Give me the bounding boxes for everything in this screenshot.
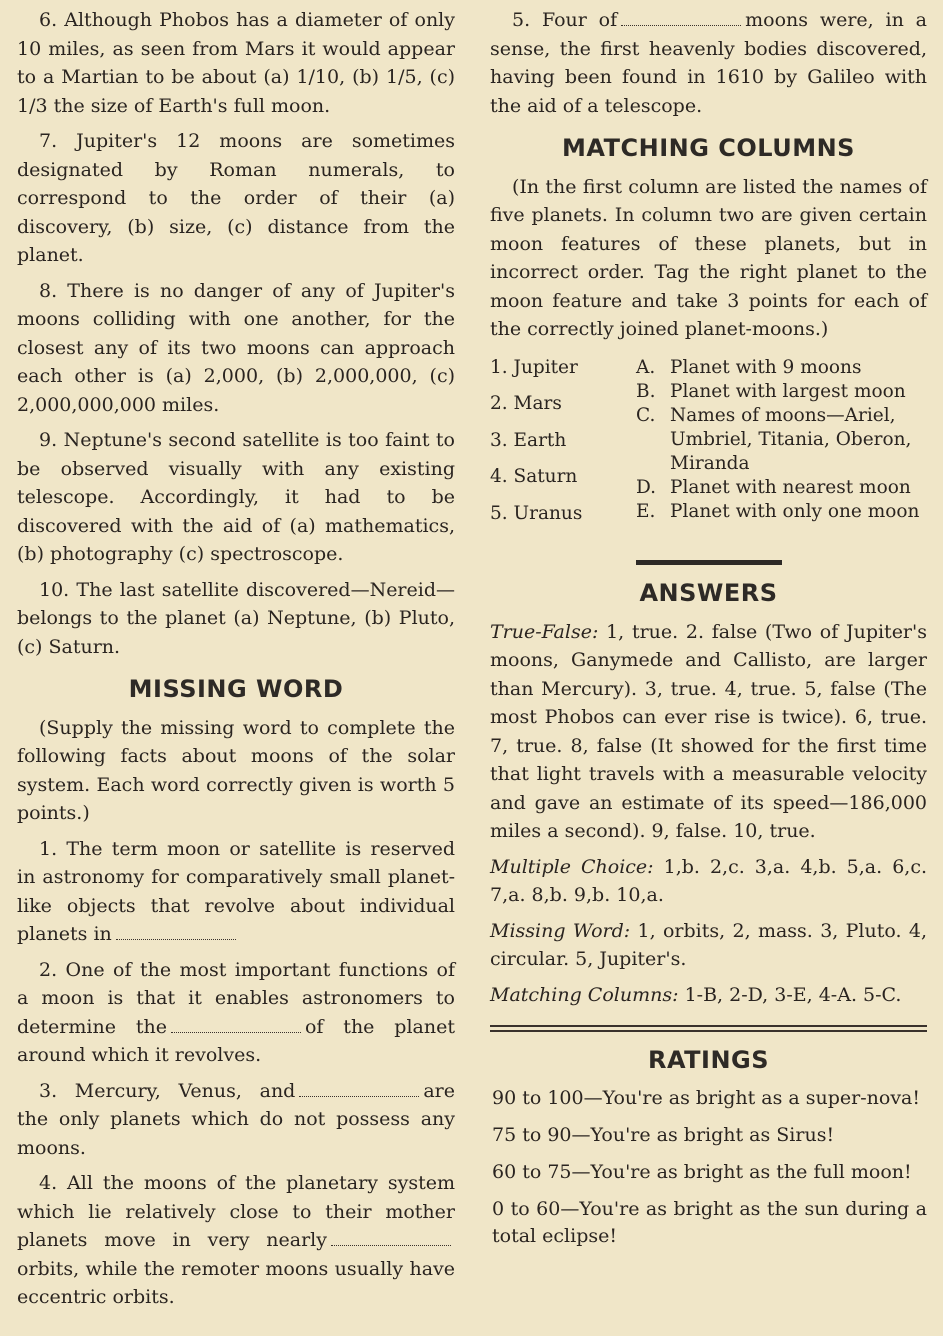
answers-label: True-False: [490, 620, 599, 643]
feature-item [636, 500, 927, 524]
feature-letter: B. [636, 380, 656, 402]
missing-word-4-text-a: 4. All the moons of the planetary system which lie relatively close to their mother planets move in very nearly [17, 1172, 455, 1251]
feature-text: Planet with largest moon [670, 380, 906, 402]
answers-text: 1, true. 2. false (Two of Jupiter's moons, Ganymede and Callisto, are larger than Mercury). 3, true. 4, true. 5, false (The most Phobos can ever rise is twice). 6, true. 7, true. 8, false (It showed for the first time that light travels with a measurable velocity and gave an estimate of its speed—186,000 miles a second). 9, false. 10, true. [490, 620, 927, 842]
matching-columns-heading: MATCHING COLUMNS [562, 134, 855, 162]
answers-label: Matching Columns: [490, 983, 679, 1006]
answers-label: Multiple Choice: [490, 855, 654, 878]
planet-list [490, 356, 636, 539]
missing-word-heading: MISSING WORD [128, 675, 344, 703]
feature-text: Planet with 9 moons [670, 356, 862, 378]
feature-item [636, 404, 927, 476]
feature-text: Names of moons—Ariel, Umbriel, Titania, Oberon, Miranda [670, 404, 912, 474]
feature-text: Planet with only one moon [670, 500, 920, 522]
missing-word-3-text-a: 3. Mercury, Venus, and [39, 1079, 296, 1102]
answers-true-false [490, 618, 927, 846]
feature-letter: A. [636, 356, 656, 378]
missing-word-instructions: (Supply the missing word to complete the following facts about moons of the solar system. Each word correctly given is worth 5 points.) [17, 716, 455, 824]
missing-word-3 [17, 1077, 455, 1163]
section-divider [636, 560, 782, 565]
feature-letter: D. [636, 476, 657, 498]
question-8: 8. There is no danger of any of Jupiter's moons colliding with one another, for the closest any of its two moons can approach each other is (a) 2,000, (b) 2,000,000, (c) 2,000,000,000 miles. [17, 279, 455, 416]
left-column [17, 6, 455, 1319]
feature-item [636, 476, 927, 500]
planet-item: 3. Earth [490, 429, 567, 451]
missing-word-3-text-b: are the only planets which do not possess any moons. [17, 1079, 455, 1159]
ratings-list [490, 1085, 927, 1250]
answers-label: Missing Word: [490, 919, 631, 942]
rating-item: 60 to 75—You're as bright as the full moon! [492, 1160, 912, 1183]
matching-table [490, 356, 927, 539]
answer-blank [116, 927, 236, 940]
ratings-heading: RATINGS [647, 1046, 770, 1074]
feature-item [636, 356, 927, 380]
planet-item: 2. Mars [490, 393, 562, 414]
feature-text: Planet with nearest moon [670, 476, 911, 498]
matching-instructions: (In the first column are listed the names of five planets. In column two are given certain moon features of these planets, but in incorrect order. Tag the right planet to the moon feature and take 3 points for each of the correctly joined planet-moons.) [490, 175, 927, 340]
missing-word-2-text-a: 2. One of the most important functions of a moon is that it enables astronomers to determine the [17, 958, 455, 1038]
answers-missing-word [490, 917, 927, 974]
answer-blank [171, 1020, 301, 1033]
missing-word-4-text-b: orbits, while the remoter moons usually have eccentric orbits. [17, 1257, 455, 1308]
planet-item: 1. Jupiter [490, 356, 578, 378]
missing-word-1-text: 1. The term moon or satellite is reserved in astronomy for comparatively small planet-like objects that revolve about individual planets in [17, 837, 455, 945]
answers-matching-columns [490, 981, 927, 1010]
right-column [490, 6, 927, 1260]
answers-heading: ANSWERS [639, 579, 778, 607]
answers-text: 1, orbits, 2, mass. 3, Pluto. 4, circular. 5, Jupiter's. [490, 919, 927, 970]
feature-letter: E. [636, 500, 656, 522]
answers-text: 1,b. 2,c. 3,a. 4,b. 5,a. 6,c. 7,a. 8,b. 9,b. 10,a. [490, 855, 927, 906]
missing-word-2-text-b: of the planet around which it revolves. [17, 1015, 455, 1066]
rating-item: 0 to 60—You're as bright as the sun during a total eclipse! [492, 1197, 927, 1247]
answers-section [490, 618, 927, 1010]
missing-word-5-text-b: moons were, in a sense, the first heavenly bodies discovered, having been found in 1610 by Galileo with the aid of a telescope. [490, 9, 927, 117]
answers-multiple-choice [490, 853, 927, 910]
feature-letter: C. [636, 404, 656, 426]
question-7: 7. Jupiter's 12 moons are sometimes designated by Roman numerals, to correspond to the order of their (a) discovery, (b) size, (c) distance from the planet. [17, 130, 455, 266]
answer-blank [621, 13, 741, 26]
planet-item: 4. Saturn [490, 466, 578, 487]
missing-word-5-text-a: 5. Four of [512, 9, 618, 31]
feature-list [636, 356, 927, 539]
missing-word-2 [17, 956, 455, 1070]
question-10: 10. The last satellite discovered—Nereid—belongs to the planet (a) Neptune, (b) Pluto, (c) Saturn. [17, 578, 455, 658]
feature-item [636, 380, 927, 404]
question-6: 6. Although Phobos has a diameter of only 10 miles, as seen from Mars it would appear to a Martian to be about (a) 1/10, (b) 1/5, (c) 1/3 the size of Earth's full moon. [17, 9, 455, 117]
missing-word-5 [490, 6, 927, 120]
answer-blank [299, 1084, 419, 1097]
rating-item: 75 to 90—You're as bright as Sirus! [492, 1123, 835, 1146]
answers-text: 1-B, 2-D, 3-E, 4-A. 5-C. [684, 983, 902, 1006]
double-rule [490, 1025, 927, 1032]
planet-item: 5. Uranus [490, 502, 583, 524]
rating-item: 90 to 100—You're as bright as a super-nova! [492, 1086, 921, 1109]
question-9: 9. Neptune's second satellite is too faint to be observed visually with any existing telescope. Accordingly, it had to be discovered with the aid of (a) mathematics, (b) photography (c) spectroscope. [17, 429, 455, 565]
missing-word-4 [17, 1169, 455, 1312]
answer-blank [331, 1233, 451, 1246]
missing-word-1 [17, 835, 455, 949]
